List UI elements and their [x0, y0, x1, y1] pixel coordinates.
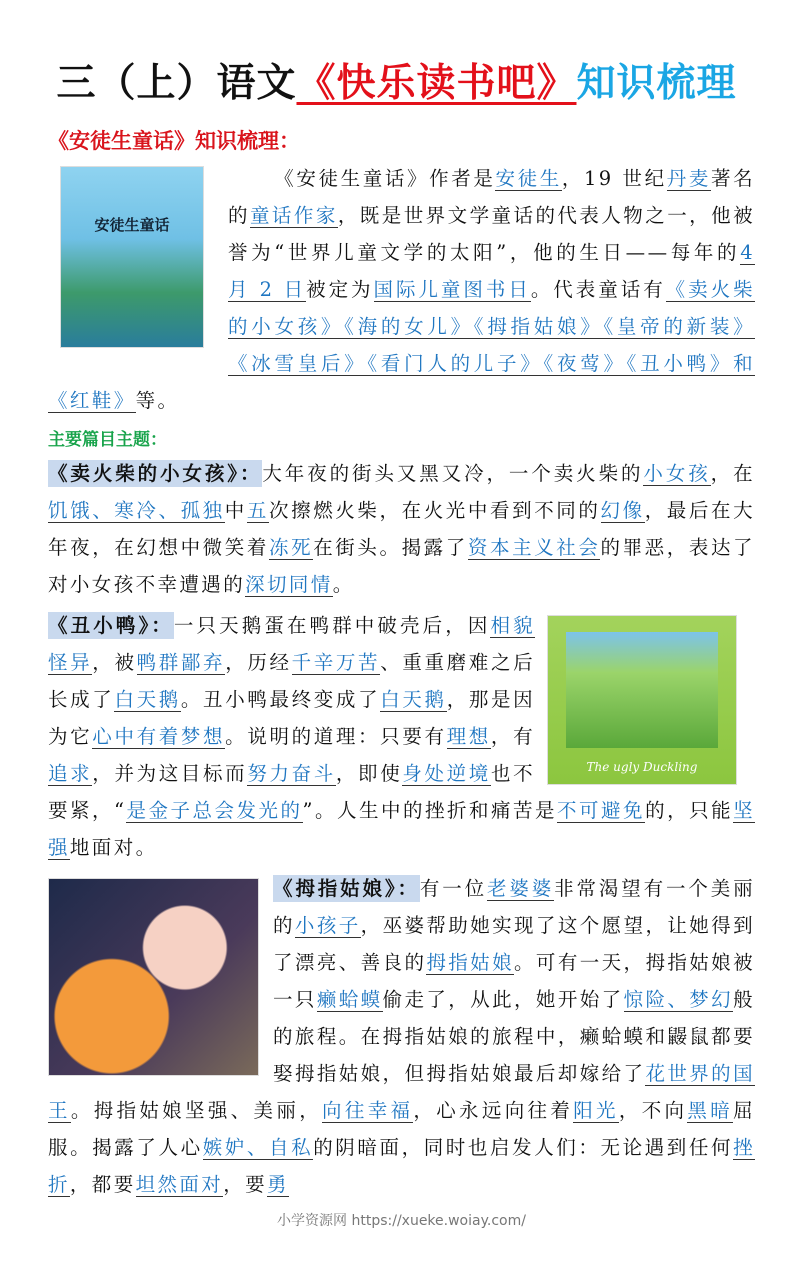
- sub-heading: 主要篇目主题：: [48, 430, 167, 450]
- text-segment: 大年夜的街头又黑又冷，一个卖火柴的: [262, 462, 644, 485]
- key-term: 丹麦: [666, 167, 711, 190]
- text-segment: ，那是因为它: [48, 688, 536, 748]
- key-term: 资本主义社会: [467, 536, 601, 559]
- key-term: 老婆婆: [486, 877, 555, 900]
- text-segment: ，既是世界文学童话的代表人物之一，他被誉为“世界儿童文学的太阳”，他的生日——每年的: [228, 204, 755, 264]
- text-segment: ，在: [710, 462, 755, 485]
- key-term: 坚强: [48, 799, 755, 859]
- title-suffix: 知识梳理: [576, 61, 737, 106]
- page-title: [0, 56, 793, 112]
- text-segment: ，19 世纪: [561, 167, 667, 190]
- ugly-duckling-caption: The ugly Duckling: [586, 760, 698, 774]
- text-segment: 的罪恶，表达了对小女孩不幸遭遇的: [48, 536, 755, 596]
- text-segment: 。代表童话有: [530, 278, 666, 301]
- key-term: 追求: [48, 762, 93, 785]
- thumbelina-label: 《拇指姑娘》：: [273, 877, 420, 900]
- ugly-duckling-label: 《丑小鸭》：: [48, 614, 174, 637]
- text-segment: 。说明的道理：只要有: [225, 725, 447, 748]
- text-segment: 。可有一天，拇指姑娘被一只: [273, 951, 755, 1011]
- key-term: 国际儿童图书日: [373, 278, 531, 301]
- text-segment: 的，只能: [645, 799, 734, 822]
- key-term: 努力奋斗: [247, 762, 336, 785]
- text-segment: 。: [332, 573, 355, 596]
- key-term: 《卖火柴的小女孩》《海的女儿》《拇指姑娘》《皇帝的新装》《冰雪皇后》《看门人的儿子》《夜莺》《丑小鸭》和《红鞋》: [48, 278, 755, 412]
- text-segment: ，最后在大年夜，在幻想中微笑着: [48, 499, 755, 559]
- key-term: 癞蛤蟆: [316, 988, 383, 1011]
- key-term: 饥饿、寒冷、孤独: [48, 499, 225, 522]
- text-segment: ，即使: [335, 762, 403, 785]
- key-term: 黑暗: [687, 1099, 734, 1122]
- text-segment: ，历经: [225, 651, 292, 674]
- key-term: 冻死: [268, 536, 314, 559]
- text-segment: 次擦燃火柴，在火光中看到不同的: [269, 499, 601, 522]
- text-segment: 。丑小鸭最终变成了: [180, 688, 381, 711]
- thumbelina-paragraph: [48, 870, 755, 1203]
- key-term: 深切同情: [245, 573, 333, 596]
- key-term: 花世界的国王: [48, 1062, 755, 1122]
- text-segment: 屈服。揭露了人心: [48, 1099, 755, 1159]
- match-girl-paragraph: [48, 455, 755, 603]
- key-term: 安徒生: [495, 167, 562, 190]
- text-segment: 地面对。: [69, 836, 158, 859]
- key-term: 嫉妒、自私: [202, 1136, 314, 1159]
- key-term: 相貌怪异: [48, 614, 535, 674]
- key-term: 白天鹅: [380, 688, 447, 711]
- footer-watermark: 小学资源网 https://xueke.woiay.com/: [277, 1213, 526, 1229]
- text-segment: ，不向: [618, 1099, 688, 1122]
- key-term: 五: [246, 499, 270, 522]
- ugly-duckling-image: [547, 615, 737, 785]
- title-book: 《快乐读书吧》: [296, 61, 577, 106]
- key-term: 勇: [267, 1173, 289, 1196]
- key-term: 小女孩: [643, 462, 711, 485]
- key-term: 鸭群鄙弃: [136, 651, 226, 674]
- text-segment: 著名的: [228, 167, 755, 227]
- book-cover-image: [60, 166, 204, 348]
- key-term: 挫折: [48, 1136, 755, 1196]
- text-segment: 也不要紧，“: [48, 762, 535, 822]
- text-segment: 一只天鹅蛋在鸭群中破壳后，因: [173, 614, 491, 637]
- key-term: 是金子总会发光的: [126, 799, 303, 822]
- text-segment: 非常渴望有一个美丽的: [273, 877, 755, 937]
- text-segment: 等。: [135, 389, 180, 412]
- key-term: 惊险、梦幻: [623, 988, 734, 1011]
- text-segment: ，心永远向往着: [413, 1099, 574, 1122]
- text-segment: 在街头。揭露了: [313, 536, 468, 559]
- text-segment: 被定为: [306, 278, 374, 301]
- text-segment: 的阴暗面，同时也启发人们：无论遇到任何: [313, 1136, 734, 1159]
- key-term: 坦然面对: [135, 1173, 224, 1196]
- section-heading: 《安徒生童话》知识梳理：: [48, 128, 300, 153]
- key-term: 不可避免: [557, 799, 646, 822]
- text-segment: ”。人生中的挫折和痛苦是: [302, 799, 558, 822]
- intro-paragraph: [48, 160, 755, 419]
- thumbelina-image: [48, 878, 259, 1076]
- text-segment: 。拇指姑娘坚强、美丽，: [70, 1099, 323, 1122]
- text-segment: ，被: [92, 651, 137, 674]
- key-term: 千辛万苦: [291, 651, 381, 674]
- text-segment: ，都要: [69, 1173, 136, 1196]
- text-segment: ，巫婆帮助她实现了这个愿望，让她得到了漂亮、善良的: [273, 914, 756, 974]
- ugly-duckling-paragraph: [48, 607, 755, 866]
- text-segment: 有一位: [419, 877, 487, 900]
- text-segment: 、重重磨难之后长成了: [48, 651, 535, 711]
- key-term: 4 月 2 日: [228, 241, 755, 301]
- key-term: 拇指姑娘: [426, 951, 514, 974]
- text-segment: 般的旅程。在拇指姑娘的旅程中，癞蛤蟆和鼹鼠都要娶拇指姑娘，但拇指姑娘最后却嫁给了: [273, 988, 755, 1085]
- key-term: 童话作家: [249, 204, 338, 227]
- text-segment: 《安徒生童话》作者是: [274, 167, 496, 190]
- key-term: 小孩子: [294, 914, 361, 937]
- text-segment: ，并为这目标而: [92, 762, 248, 785]
- title-grade: 三（上）语文: [56, 61, 297, 106]
- text-segment: ，有: [490, 725, 535, 748]
- text-segment: 中: [224, 499, 247, 522]
- key-term: 身处逆境: [402, 762, 491, 785]
- key-term: 心中有着梦想: [92, 725, 226, 748]
- match-girl-label: 《卖火柴的小女孩》：: [48, 462, 263, 485]
- key-term: 理想: [446, 725, 491, 748]
- text-segment: ，要: [223, 1173, 268, 1196]
- key-term: 向往幸福: [322, 1099, 414, 1122]
- text-segment: 偷走了，从此，她开始了: [382, 988, 624, 1011]
- key-term: 白天鹅: [114, 688, 181, 711]
- key-term: 幻像: [600, 499, 645, 522]
- key-term: 阳光: [573, 1099, 619, 1122]
- book-cover-title: 安徒生童话: [94, 216, 170, 234]
